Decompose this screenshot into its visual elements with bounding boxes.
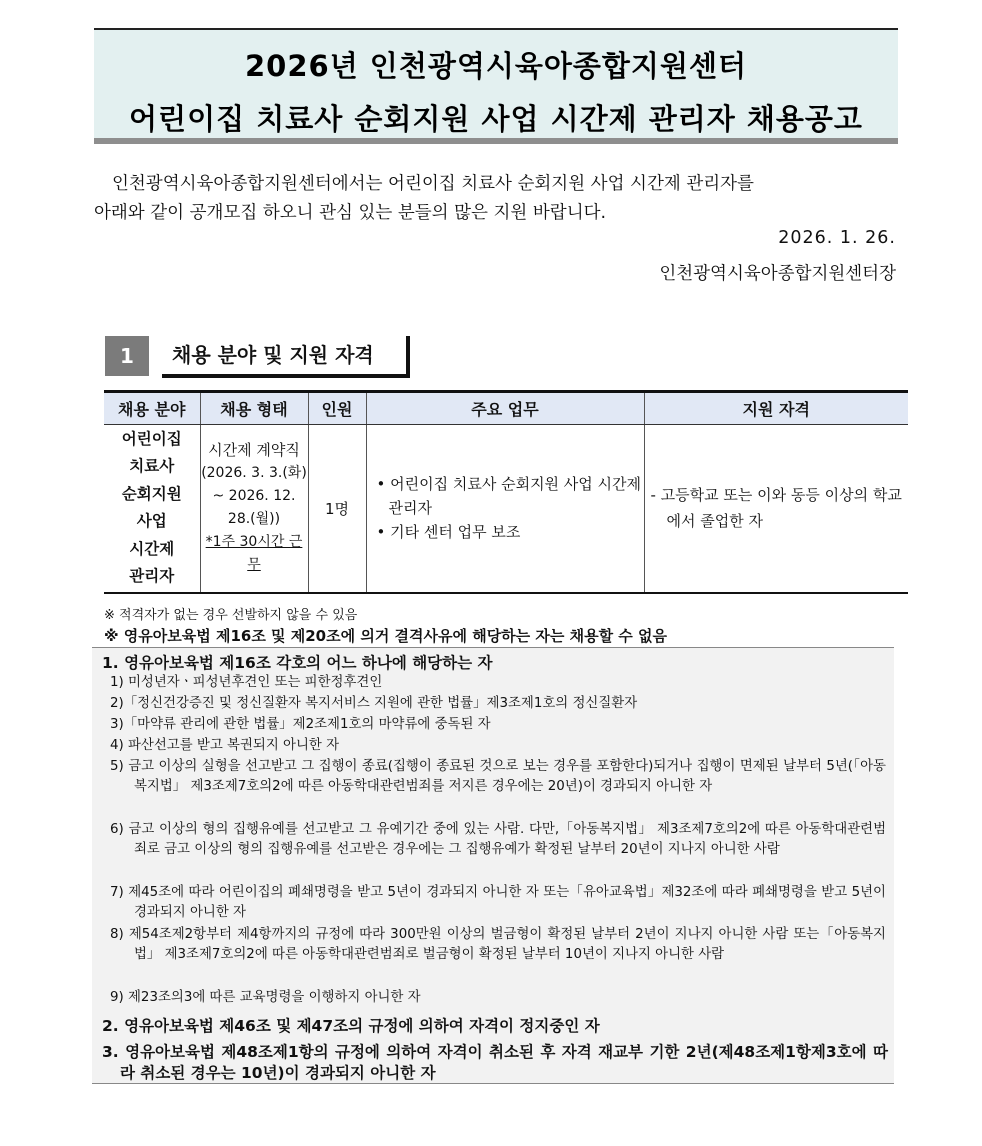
section-number-badge: 1 xyxy=(105,336,149,376)
cell-qualification xyxy=(644,425,908,593)
disqualification-heading-1: 1. 영유아보육법 제16조 각호의 어느 하나에 해당하는 자 xyxy=(102,654,493,672)
table-header-row xyxy=(104,392,908,425)
title-line-2: 어린이집 치료사 순회지원 사업 시간제 관리자 채용공고 xyxy=(129,102,863,136)
period-end: ~ 2026. 12. 28.(월)) xyxy=(212,488,296,528)
recruitment-table xyxy=(104,390,908,594)
header-duty: 주요 업무 xyxy=(366,392,644,425)
list-item: 5) 금고 이상의 실형을 선고받고 그 집행이 종료(집행이 종료된 것으로 보는 경우를 포함한다)되거나 집행이 면제된 날부터 5년(「아동복지법」 제3조제7호의2에 따른 아동학대관련범죄를 저지른 경우에는 20년)이 경과되지 아니한 자 xyxy=(110,759,886,794)
list-item: 9) 제23조의3에 따른 교육명령을 이행하지 아니한 자 xyxy=(110,990,421,1005)
field-line: 치료사 xyxy=(129,457,175,476)
list-item: 7) 제45조에 따라 어린이집의 폐쇄명령을 받고 5년이 경과되지 아니한 자 또는「유아교육법」제32조에 따라 폐쇄명령을 받고 5년이 경과되지 아니한 자 xyxy=(110,885,886,920)
field-line: 시간제 xyxy=(129,539,175,558)
work-hours: *1주 30시간 근무 xyxy=(205,534,303,574)
header-type: 채용 형태 xyxy=(200,392,308,425)
intro-line-2: 아래와 같이 공개모집 하오니 관심 있는 분들의 많은 지원 바랍니다. xyxy=(94,203,607,223)
title-banner xyxy=(94,28,898,144)
cell-field xyxy=(104,425,200,593)
intro-line-1: 인천광역시육아종합지원센터에서는 어린이집 치료사 순회지원 사업 시간제 관리자를 xyxy=(112,174,754,194)
list-item: 6) 금고 이상의 형의 집행유예를 선고받고 그 유예기간 중에 있는 사람. 다만,「아동복지법」 제3조제7호의2에 따른 아동학대관련범죄로 금고 이상의 형의 집행유예를 선고받은 경우에는 그 집행유예가 확정된 날부터 20년이 지나지 아니한 사람 xyxy=(110,822,886,857)
period-start: (2026. 3. 3.(화) xyxy=(201,465,307,482)
header-field: 채용 분야 xyxy=(104,392,200,425)
title-line-1: 2026년 인천광역시육아종합지원센터 xyxy=(244,49,747,83)
note-disqualification: ※ 영유아보육법 제16조 및 제20조에 의거 결격사유에 해당하는 자는 채용할 수 없음 xyxy=(104,627,667,645)
field-line: 어린이집 xyxy=(121,429,182,448)
field-line: 관리자 xyxy=(129,567,175,586)
qualification-item: - 고등학교 또는 이와 동등 이상의 학교에서 졸업한 자 xyxy=(650,486,902,531)
disqualification-heading-3: 3. 영유아보육법 제48조제1항의 규정에 의하여 자격이 취소된 후 자격 재교부 기한 2년(제48조제1항제3호에 따라 취소된 경우는 10년)이 경과되지 아니한 자 xyxy=(102,1043,888,1082)
list-item: 1) 미성년자ㆍ피성년후견인 또는 피한정후견인 xyxy=(110,675,383,690)
table-row xyxy=(104,425,908,593)
field-line: 사업 xyxy=(136,512,167,531)
cell-employment-type xyxy=(200,425,308,593)
issuer-name: 인천광역시육아종합지원센터장 xyxy=(659,264,896,284)
section-title: 채용 분야 및 지원 자격 xyxy=(162,336,410,378)
employment-type: 시간제 계약직 xyxy=(208,441,300,460)
cell-count: 1명 xyxy=(308,425,366,593)
intro-paragraph xyxy=(94,170,896,228)
list-item: 8) 제54조제2항부터 제4항까지의 규정에 따라 300만원 이상의 벌금형이 확정된 날부터 2년이 지나지 아니한 사람 또는「아동복지법」 제3조제7호의2에 따른 아동학대관련범죄로 벌금형이 확정된 날부터 10년이 지나지 아니한 사람 xyxy=(110,927,886,962)
header-count: 인원 xyxy=(308,392,366,425)
announcement-date: 2026. 1. 26. xyxy=(778,228,896,248)
list-item: 2)「정신건강증진 및 정신질환자 복지서비스 지원에 관한 법률」제3조제1호의 정신질환자 xyxy=(110,696,638,711)
note-no-qualified: ※ 적격자가 없는 경우 선발하지 않을 수 있음 xyxy=(104,608,358,623)
duty-item-1: • 어린이집 치료사 순회지원 사업 시간제 관리자 xyxy=(376,475,642,518)
disqualification-heading-2: 2. 영유아보육법 제46조 및 제47조의 규정에 의하여 자격이 정지중인 자 xyxy=(102,1017,600,1035)
header-qualification: 지원 자격 xyxy=(644,392,908,425)
field-line: 순회지원 xyxy=(121,484,182,503)
duty-item-2: • 기타 센터 업무 보조 xyxy=(376,523,521,542)
list-item: 3)「마약류 관리에 관한 법률」제2조제1호의 마약류에 중독된 자 xyxy=(110,717,491,732)
cell-duties xyxy=(366,425,644,593)
list-item: 4) 파산선고를 받고 복권되지 아니한 자 xyxy=(110,738,340,753)
